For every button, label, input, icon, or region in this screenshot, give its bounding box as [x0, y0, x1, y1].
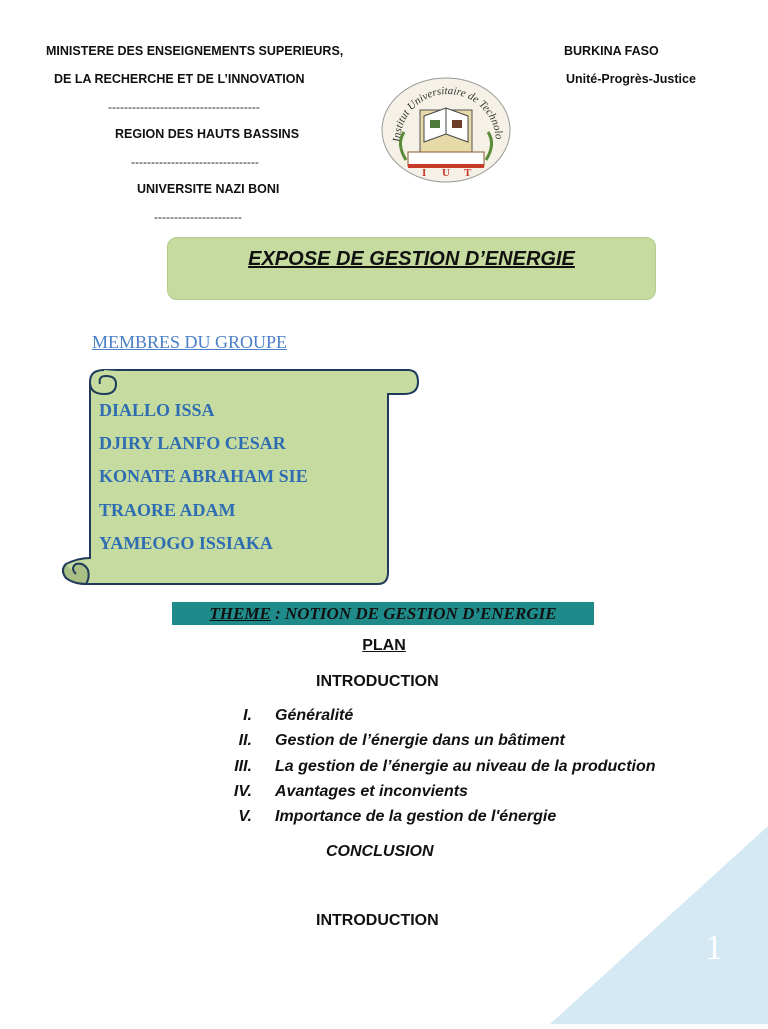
plan-item-text: La gestion de l’énergie au niveau de la production	[275, 758, 656, 775]
plan-item-number: V.	[238, 808, 252, 825]
plan-item-number: IV.	[233, 783, 252, 800]
plan-item-text: Importance de la gestion de l'énergie	[275, 808, 557, 825]
plan-introduction: INTRODUCTION	[316, 673, 439, 690]
region-line: REGION DES HAUTS BASSINS	[115, 127, 300, 141]
logo-letter-u: U	[442, 167, 450, 179]
plan-conclusion: CONCLUSION	[326, 843, 434, 860]
plan-item-number: I.	[243, 707, 252, 724]
section-heading: INTRODUCTION	[316, 912, 439, 929]
ministry-line-1: MINISTERE DES ENSEIGNEMENTS SUPERIEURS,	[46, 44, 344, 58]
institute-logo	[378, 72, 513, 184]
plan-item-text: Gestion de l’énergie dans un bâtiment	[275, 732, 565, 749]
page-corner-decoration	[550, 826, 768, 1024]
theme-bar	[172, 602, 594, 625]
separator-1: --------------------------------------	[108, 100, 260, 114]
member-name: KONATE ABRAHAM SIE	[99, 466, 308, 486]
theme-label: THEME	[209, 604, 271, 623]
title-box	[167, 237, 656, 300]
member-name: YAMEOGO ISSIAKA	[99, 533, 273, 553]
theme-text: : NOTION DE GESTION D’ENERGIE	[270, 604, 557, 623]
university-line: UNIVERSITE NAZI BONI	[137, 182, 280, 196]
document-title: EXPOSE DE GESTION D’ENERGIE	[248, 248, 575, 270]
plan-item-text: Avantages et inconvients	[275, 783, 468, 800]
ministry-line-2: DE LA RECHERCHE ET DE L’INNOVATION	[54, 72, 305, 86]
plan-item-number: III.	[234, 758, 252, 775]
country-motto: Unité-Progrès-Justice	[566, 72, 696, 86]
page-number: 1	[705, 927, 723, 967]
plan-item-number: II.	[238, 732, 252, 749]
country-name: BURKINA FASO	[564, 44, 659, 58]
member-name: DIALLO ISSA	[99, 400, 215, 420]
separator-3: ----------------------	[154, 210, 242, 224]
plan-heading: PLAN	[362, 637, 406, 654]
logo-arc-text: Institut Universitaire de Technolo	[390, 84, 505, 143]
logo-letter-i: I	[422, 167, 427, 179]
plan-item-text: Généralité	[275, 707, 354, 724]
member-name: DJIRY LANFO CESAR	[99, 433, 286, 453]
logo-letter-t: T	[464, 167, 472, 179]
member-name: TRAORE ADAM	[99, 500, 236, 520]
separator-2: --------------------------------	[131, 155, 259, 169]
members-heading: MEMBRES DU GROUPE	[92, 332, 288, 352]
